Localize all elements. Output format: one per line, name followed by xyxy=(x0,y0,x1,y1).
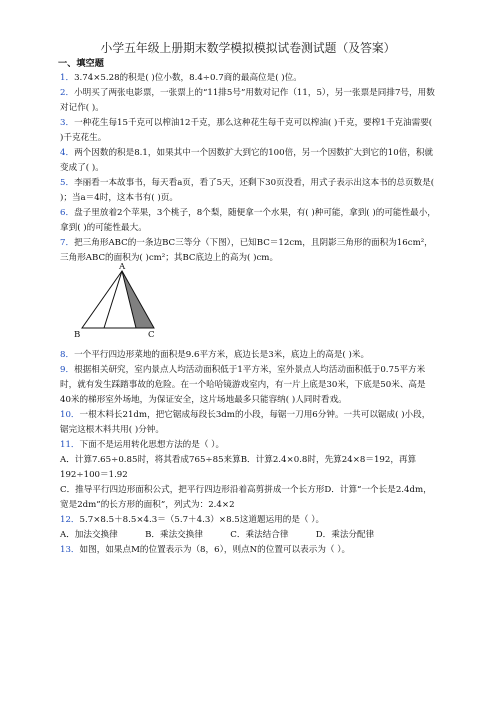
question-10: 10．一根木料长21dm，把它锯成每段长3dm的小段，每锯一刀用6分钟。一共可以锯成( )小段，锯完这根木料共用( )分钟。 xyxy=(60,410,431,435)
section-heading: 一、填空题 xyxy=(58,58,104,69)
label-c: C xyxy=(148,330,155,340)
question-8: 8．一个平行四边形菜地的面积是9.6平方米，底边长是3米，底边上的高是( )米。 xyxy=(60,350,370,360)
question-5: 5．李丽看一本故事书，每天看a页，看了5天，还剩下30页没看，用式子表示出这本书的总页数是( )；当a＝4时，这本书有( )页。 xyxy=(60,178,435,203)
trisection-line-1 xyxy=(104,271,122,328)
triangle-abc-diagram xyxy=(68,266,188,348)
question-12-options: A．加法交换律 B．乘法交换律 C．乘法结合律 D．乘法分配律 xyxy=(60,530,375,540)
question-13: 13．如图，如果点M的位置表示为（8，6），则点N的位置可以表示为（ ）。 xyxy=(60,545,351,555)
label-b: B xyxy=(74,330,81,340)
question-11: 11．下面不是运用转化思想方法的是（ ）。 xyxy=(60,440,225,450)
question-1: 1．3.74×5.28的积是( )位小数，8.4÷0.7商的最高位是( )位。 xyxy=(60,73,302,83)
label-a: A xyxy=(119,262,126,272)
question-9: 9．根据相关研究，室内景点人均活动面积低于1平方米，室外景点人均活动面积低于0.75平方米时，就有发生踩踏事故的危险。在一个哈哈镜游戏室内，有一片上底是30米，下底是50米、高是40米的梯形室外场地，为保证安全，这片场地最多只能容纳( )人同时看戏。 xyxy=(60,365,426,405)
triangle-figure xyxy=(60,262,436,348)
question-6: 6．盘子里放着2个苹果，3个桃子，8个梨，随便拿一个水果，有( )种可能，拿到( )的可能性最小，拿到( )的可能性最大。 xyxy=(60,208,436,233)
question-3: 3．一种花生每15千克可以榨油12千克，那么这种花生每千克可以榨油( )千克，要榨1千克油需要( )千克花生。 xyxy=(60,118,433,143)
question-11-options-ab: A．计算7.65÷0.85时，将其看成765÷85来算B．计算2.4×0.8时，先算24×8＝192，再算192÷100＝1.92 xyxy=(60,455,417,480)
question-4: 4．两个因数的积是8.1，如果其中一个因数扩大到它的100倍，另一个因数扩大到它的10倍，积就变成了( )。 xyxy=(60,148,434,173)
page-title: 小学五年级上册期末数学模拟模拟试卷测试题（及答案） xyxy=(100,41,396,55)
question-12: 12．5.7×8.5＋8.5×4.3＝（5.7＋4.3）×8.5这道题运用的是（ ）。 xyxy=(60,515,325,525)
question-11-options-cd: C．推导平行四边形面积公式，把平行四边形沿着高剪拼成一个长方形D．计算“一个长是2.4dm，宽是2dm”的长方形的面积”，列式为：2.4×2 xyxy=(60,485,432,510)
question-2: 2．小明买了两张电影票，一张票上的“11排5号”用数对记作（11，5），另一张票是同排7号，用数对记作( )。 xyxy=(60,88,435,113)
question-7: 7．把三角形ABC的一条边BC三等分（下图），已知BC＝12cm，且阴影三角形的面积为16cm²，三角形ABC的面积为( )cm²；其BC底边上的高为( )cm。 xyxy=(60,238,433,263)
